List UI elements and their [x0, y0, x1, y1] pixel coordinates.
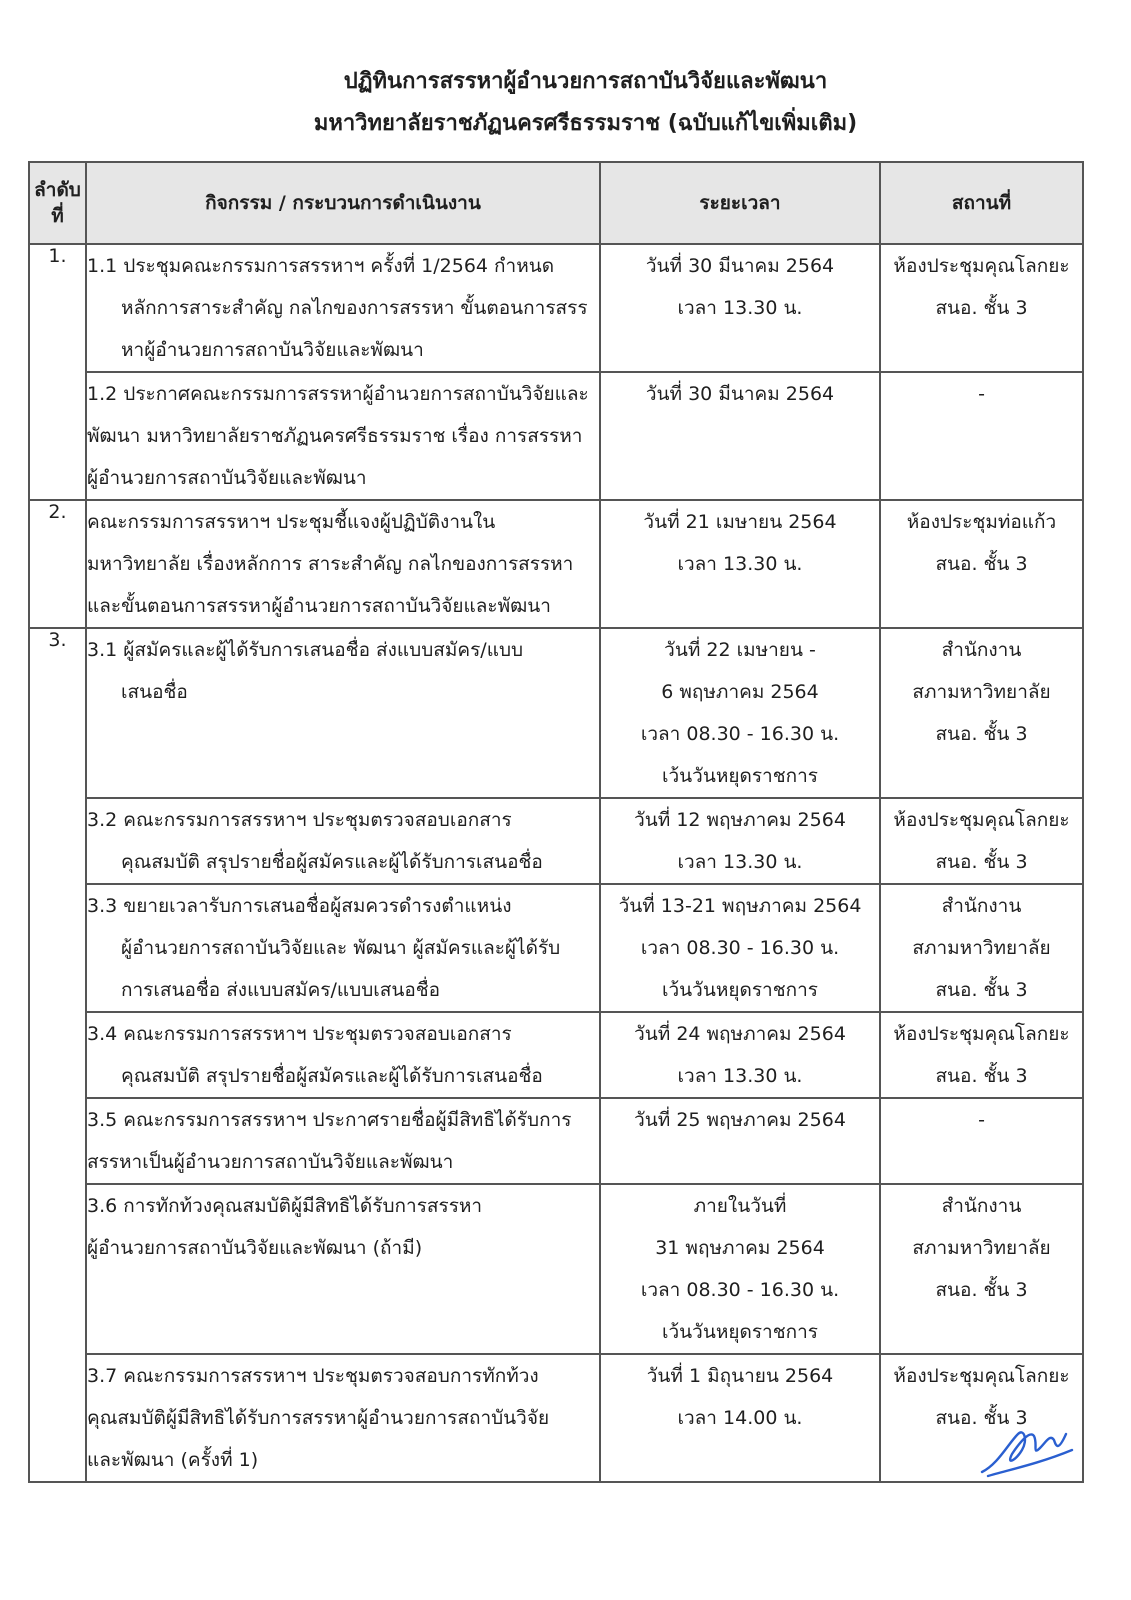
place-line: สนอ. ชั้น 3 [935, 851, 1028, 873]
row-seq: 1. [29, 244, 86, 500]
activity-line: คุณสมบัติ สรุปรายชื่อผู้สมัครและผู้ได้รับการเสนอชื่อ [121, 851, 543, 873]
time-line: วันที่ 12 พฤษภาคม 2564 [634, 809, 846, 831]
activity-line: 1.1 ประชุมคณะกรรมการสรรหาฯ ครั้งที่ 1/2564 กำหนด [87, 255, 555, 277]
row-time [600, 884, 880, 1012]
place-line: ห้องประชุมคุณโลกยะ [893, 1023, 1070, 1045]
row-activity [86, 1098, 600, 1184]
place-line: สภามหาวิทยาลัย [912, 1237, 1051, 1259]
row-seq: 3. [29, 628, 86, 1482]
row-time [600, 1184, 880, 1354]
document-title: ปฏิทินการสรรหาผู้อำนวยการสถาบันวิจัยและพัฒนา [343, 69, 828, 94]
time-line: วันที่ 1 มิถุนายน 2564 [646, 1365, 834, 1387]
place-line: ห้องประชุมท่อแก้ว [906, 511, 1057, 533]
activity-line: มหาวิทยาลัย เรื่องหลักการ สาระสำคัญ กลไกของการสรรหา [87, 553, 574, 575]
activity-line: สรรหาเป็นผู้อำนวยการสถาบันวิจัยและพัฒนา [87, 1151, 454, 1173]
row-place [880, 500, 1083, 628]
place-line: สนอ. ชั้น 3 [935, 1065, 1028, 1087]
row-place [880, 1184, 1083, 1354]
row-place [880, 244, 1083, 372]
activity-line: 3.4 คณะกรรมการสรรหาฯ ประชุมตรวจสอบเอกสาร [87, 1023, 512, 1045]
place-line: ห้องประชุมคุณโลกยะ [893, 809, 1070, 831]
activity-line: และพัฒนา (ครั้งที่ 1) [87, 1449, 259, 1471]
time-line: เว้นวันหยุดราชการ [662, 979, 818, 1001]
row-activity [86, 628, 600, 798]
table-row [29, 884, 1083, 1012]
row-place [880, 798, 1083, 884]
activity-line: คณะกรรมการสรรหาฯ ประชุมชี้แจงผู้ปฏิบัติงานใน [87, 511, 496, 533]
row-time [600, 244, 880, 372]
activity-line: ผู้อำนวยการสถาบันวิจัยและพัฒนา [87, 467, 367, 489]
row-place [880, 1098, 1083, 1184]
time-line: เวลา 08.30 - 16.30 น. [640, 1279, 840, 1301]
table-row [29, 1354, 1083, 1482]
row-time [600, 628, 880, 798]
time-line: เวลา 08.30 - 16.30 น. [640, 937, 840, 959]
time-line: เวลา 13.30 น. [677, 851, 803, 873]
place-line: สนอ. ชั้น 3 [935, 723, 1028, 745]
table-row [29, 798, 1083, 884]
activity-line: ผู้อำนวยการสถาบันวิจัยและพัฒนา (ถ้ามี) [87, 1237, 423, 1259]
activity-line: และขั้นตอนการสรรหาผู้อำนวยการสถาบันวิจัยและพัฒนา [87, 595, 551, 617]
row-time [600, 372, 880, 500]
activity-line: 3.7 คณะกรรมการสรรหาฯ ประชุมตรวจสอบการทักท้วง [87, 1365, 539, 1387]
row-time [600, 500, 880, 628]
table-row [29, 1098, 1083, 1184]
time-line: วันที่ 21 เมษายน 2564 [643, 511, 837, 533]
time-line: เว้นวันหยุดราชการ [662, 765, 818, 787]
signature-mark [968, 1404, 1078, 1484]
row-activity [86, 244, 600, 372]
header-seq-line2: ที่ [51, 205, 64, 227]
place-line: ห้องประชุมคุณโลกยะ [893, 255, 1070, 277]
table-row [29, 1184, 1083, 1354]
place-line: สภามหาวิทยาลัย [912, 681, 1051, 703]
place-line: สำนักงาน [941, 1195, 1022, 1217]
table-row [29, 244, 1083, 372]
activity-line: ผู้อำนวยการสถาบันวิจัยและ พัฒนา ผู้สมัครและผู้ได้รับ [121, 937, 561, 959]
activity-line: 3.1 ผู้สมัครและผู้ได้รับการเสนอชื่อ ส่งแบบสมัคร/แบบ [87, 639, 524, 661]
time-line: 6 พฤษภาคม 2564 [661, 681, 819, 703]
row-place [880, 372, 1083, 500]
activity-line: เสนอชื่อ [121, 681, 188, 703]
table-header-row [29, 162, 1083, 244]
activity-line: 3.6 การทักท้วงคุณสมบัติผู้มีสิทธิได้รับการสรรหา [87, 1195, 483, 1217]
place-line: สำนักงาน [941, 639, 1022, 661]
activity-line: คุณสมบัติ สรุปรายชื่อผู้สมัครและผู้ได้รับการเสนอชื่อ [121, 1065, 543, 1087]
place-line: สนอ. ชั้น 3 [935, 1407, 1028, 1429]
time-line: วันที่ 13-21 พฤษภาคม 2564 [618, 895, 862, 917]
table-row [29, 500, 1083, 628]
time-line: เวลา 14.00 น. [677, 1407, 803, 1429]
activity-line: 1.2 ประกาศคณะกรรมการสรรหาผู้อำนวยการสถาบันวิจัยและ [87, 383, 589, 405]
activity-line: 3.3 ขยายเวลารับการเสนอชื่อผู้สมควรดำรงตำแหน่ง [87, 895, 512, 917]
time-line: เวลา 13.30 น. [677, 297, 803, 319]
row-time [600, 1012, 880, 1098]
row-place [880, 884, 1083, 1012]
time-line: วันที่ 24 พฤษภาคม 2564 [634, 1023, 846, 1045]
header-place: สถานที่ [880, 162, 1083, 244]
place-line: สนอ. ชั้น 3 [935, 297, 1028, 319]
document-subtitle: มหาวิทยาลัยราชภัฏนครศรีธรรมราช (ฉบับแก้ไขเพิ่มเติม) [313, 111, 858, 136]
activity-line: คุณสมบัติผู้มีสิทธิได้รับการสรรหาผู้อำนวยการสถาบันวิจัย [87, 1407, 550, 1429]
activity-line: พัฒนา มหาวิทยาลัยราชภัฏนครศรีธรรมราช เรื่อง การสรรหา [87, 425, 583, 447]
row-time [600, 1098, 880, 1184]
time-line: เวลา 13.30 น. [677, 553, 803, 575]
header-time: ระยะเวลา [600, 162, 880, 244]
row-place [880, 628, 1083, 798]
activity-line: หลักการสาระสำคัญ กลไกของการสรรหา ขั้นตอนการสรร [121, 297, 588, 319]
header-seq [29, 162, 86, 244]
row-activity [86, 500, 600, 628]
row-time [600, 1354, 880, 1482]
row-time [600, 798, 880, 884]
place-line: ห้องประชุมคุณโลกยะ [893, 1365, 1070, 1387]
time-line: เวลา 13.30 น. [677, 1065, 803, 1087]
time-line: วันที่ 22 เมษายน - [664, 639, 816, 661]
row-activity [86, 884, 600, 1012]
row-activity [86, 1012, 600, 1098]
activity-line: 3.5 คณะกรรมการสรรหาฯ ประกาศรายชื่อผู้มีสิทธิได้รับการ [87, 1109, 572, 1131]
place-line: สนอ. ชั้น 3 [935, 1279, 1028, 1301]
row-activity [86, 1184, 600, 1354]
place-line: - [978, 383, 985, 405]
time-line: เว้นวันหยุดราชการ [662, 1321, 818, 1343]
row-activity [86, 372, 600, 500]
table-row [29, 372, 1083, 500]
activity-line: การเสนอชื่อ ส่งแบบสมัคร/แบบเสนอชื่อ [121, 979, 441, 1001]
place-line: - [978, 1109, 985, 1131]
place-line: สำนักงาน [941, 895, 1022, 917]
time-line: วันที่ 30 มีนาคม 2564 [645, 255, 835, 277]
time-line: 31 พฤษภาคม 2564 [655, 1237, 825, 1259]
place-line: สภามหาวิทยาลัย [912, 937, 1051, 959]
place-line: สนอ. ชั้น 3 [935, 553, 1028, 575]
row-activity [86, 1354, 600, 1482]
time-line: วันที่ 30 มีนาคม 2564 [645, 383, 835, 405]
row-activity [86, 798, 600, 884]
time-line: ภายในวันที่ [693, 1195, 787, 1217]
place-line: สนอ. ชั้น 3 [935, 979, 1028, 1001]
activity-line: 3.2 คณะกรรมการสรรหาฯ ประชุมตรวจสอบเอกสาร [87, 809, 512, 831]
time-line: วันที่ 25 พฤษภาคม 2564 [634, 1109, 846, 1131]
schedule-table [28, 161, 1084, 1483]
table-row [29, 1012, 1083, 1098]
header-seq-line1: ลำดับ [34, 179, 81, 201]
time-line: เวลา 08.30 - 16.30 น. [640, 723, 840, 745]
row-seq: 2. [29, 500, 86, 628]
row-place [880, 1012, 1083, 1098]
table-row [29, 628, 1083, 798]
activity-line: หาผู้อำนวยการสถาบันวิจัยและพัฒนา [121, 339, 424, 361]
header-activity: กิจกรรม / กระบวนการดำเนินงาน [86, 162, 600, 244]
